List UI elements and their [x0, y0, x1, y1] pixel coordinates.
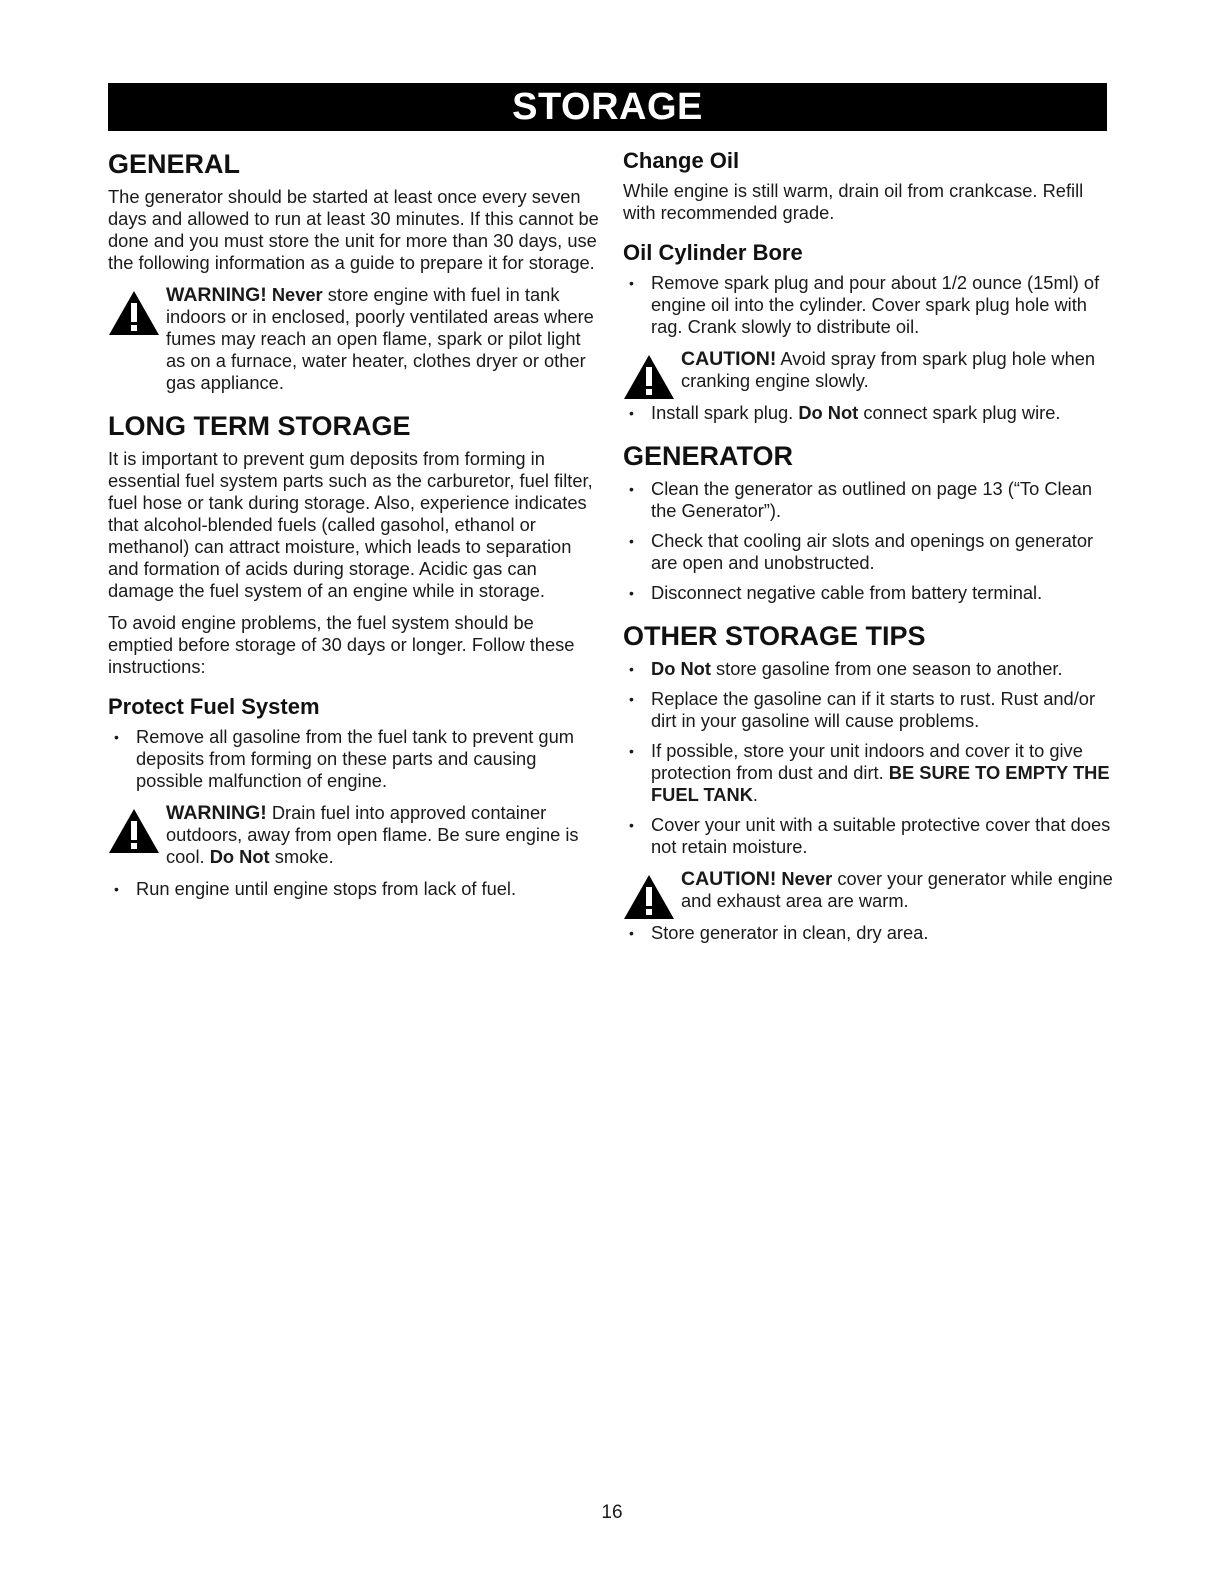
run-engine-list	[108, 878, 600, 900]
list-item: • Disconnect negative cable from battery terminal.	[623, 582, 1113, 604]
right-column	[623, 148, 1113, 954]
warning-fuel-indoors	[108, 284, 600, 394]
caution-text: cover your generator while engine and exhaust area are warm.	[681, 868, 1113, 911]
warning-text-a: Drain fuel into approved container outdoors, away from open flame. Be sure engine is cool.	[166, 802, 579, 867]
change-oil-text: While engine is still warm, drain oil from crankcase. Refill with recommended grade.	[623, 180, 1084, 223]
generator-list	[623, 478, 1113, 604]
install-list	[623, 402, 1113, 424]
list-item: • Check that cooling air slots and openings on generator are open and unobstructed.	[623, 530, 1113, 574]
general-text: The generator should be started at least once every seven days and allowed to run at least 30 minutes. If this cannot be done and you must store the unit for more than 30 days, use the following information as a guide to prepare it for storage.	[108, 186, 599, 273]
warning-triangle-icon	[108, 290, 160, 336]
warning-text: store engine with fuel in tank indoors or in enclosed, poorly ventilated areas where fumes may reach an open flame, spark or pilot light as on a furnace, water heater, clothes dryer or other gas appliance.	[166, 284, 594, 393]
store-list	[623, 922, 1113, 944]
list-item: • Run engine until engine stops from lack of fuel.	[108, 878, 600, 900]
caution-text: Avoid spray from spark plug hole when cranking engine slowly.	[681, 348, 1096, 391]
caution-bold: Never	[781, 868, 833, 889]
caution-triangle-icon	[623, 354, 675, 400]
page-banner: STORAGE	[108, 83, 1107, 131]
list-item: • If possible, store your unit indoors and cover it to give protection from dust and dirt. BE SURE TO EMPTY THE FUEL TANK.	[623, 740, 1113, 806]
other-tips-list	[623, 658, 1113, 858]
oil-bore-heading: Oil Cylinder Bore	[623, 240, 803, 265]
list-item: • Replace the gasoline can if it starts to rust. Rust and/or dirt in your gasoline will cause problems.	[623, 688, 1113, 732]
list-item: • Do Not store gasoline from one season to another.	[623, 658, 1113, 680]
list-item: • Remove all gasoline from the fuel tank to prevent gum deposits from forming on these parts and causing possible malfunction of engine.	[108, 726, 600, 792]
protect-fuel-heading: Protect Fuel System	[108, 694, 320, 719]
list-item: • Cover your unit with a suitable protective cover that does not retain moisture.	[623, 814, 1113, 858]
list-item: • Clean the generator as outlined on page 13 (“To Clean the Generator”).	[623, 478, 1113, 522]
long-term-heading: LONG TERM STORAGE	[108, 411, 411, 441]
page-number: 16	[601, 1502, 623, 1523]
warning-drain-fuel	[108, 802, 600, 868]
caution-spark-plug	[623, 348, 1113, 392]
warning-bold: Do Not	[209, 846, 270, 867]
list-item: • Install spark plug. Do Not connect spark plug wire.	[623, 402, 1113, 424]
left-column	[108, 148, 600, 910]
caution-cover-generator	[623, 868, 1113, 912]
warning-label: WARNING!	[166, 802, 267, 824]
list-item: • Remove spark plug and pour about 1/2 ounce (15ml) of engine oil into the cylinder. Cover spark plug hole with rag. Crank slowly to distribute oil.	[623, 272, 1113, 338]
caution-label: CAUTION!	[681, 348, 777, 370]
generator-heading: GENERATOR	[623, 441, 794, 471]
long-term-paragraph-2: To avoid engine problems, the fuel system should be emptied before storage of 30 days or longer. Follow these instructions:	[108, 612, 575, 677]
caution-label: CAUTION!	[681, 868, 777, 890]
warning-text-b: smoke.	[274, 846, 334, 867]
other-tips-heading: OTHER STORAGE TIPS	[623, 621, 926, 651]
caution-triangle-icon	[623, 874, 675, 920]
general-heading: GENERAL	[108, 149, 241, 179]
oil-bore-list	[623, 272, 1113, 338]
long-term-paragraph-1: It is important to prevent gum deposits from forming in essential fuel system parts such as the carburetor, fuel filter, fuel hose or tank during storage. Also, experience indicates that alcohol-blended fuels (called gasohol, ethanol or methanol) can attract moisture, which leads to separation and formation of acids during storage. Acidic gas can damage the fuel system of an engine while in storage.	[108, 448, 593, 601]
warning-triangle-icon	[108, 808, 160, 854]
warning-bold: Never	[271, 284, 323, 305]
protect-fuel-list	[108, 726, 600, 792]
change-oil-heading: Change Oil	[623, 148, 740, 173]
warning-label: WARNING!	[166, 284, 267, 306]
list-item: • Store generator in clean, dry area.	[623, 922, 1113, 944]
